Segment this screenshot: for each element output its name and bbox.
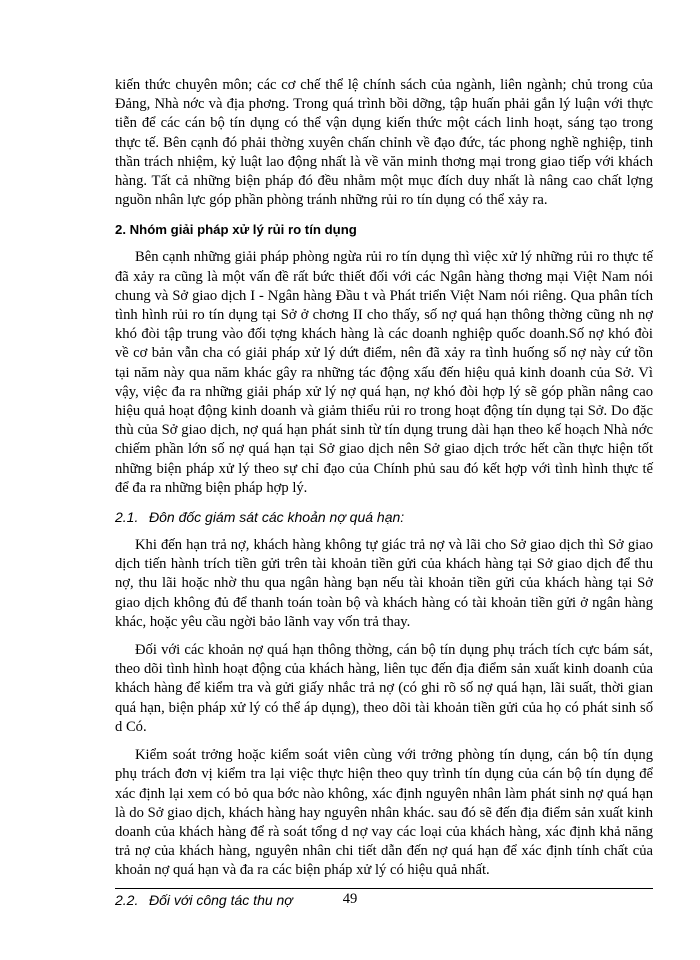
subsection-number: 2.1. [115,509,139,526]
paragraph: Kiểm soát trởng hoặc kiểm soát viên cùng với trởng phòng tín dụng, cán bộ tín dụng phụ trách đơn vị kiểm tra lại việc thực hiện theo quy trình tín dụng của cán bộ tín dụng để xác định lại xem có bỏ qua bớc nào không, xác định nguyên nhân làm phát sinh nợ quá hạn là do Sở giao dịch, khách hàng hay nguyên nhân khác. sau đó sẽ đến địa điểm sản xuất kinh doanh của khách hàng để rà soát tổng d nợ vay các loại của khách hàng, xác định khả năng trả nợ của khách hàng, nguyên nhân chi tiết dẫn đến nợ quá hạn để xác định tính chất của khoản nợ quá hạn và đa ra các biện pháp xử lý có hiệu quả nhất. [115,747,653,879]
paragraph: Khi đến hạn trả nợ, khách hàng không tự giác trả nợ và lãi cho Sở giao dịch thì Sở giao dịch tiến hành trích tiền gửi trên tài khoản tiền gửi của khách hàng tại Sở giao dịch để thu nợ, thu lãi hoặc nhờ thu qua ngân hàng bạn nếu tài khoản tiền gửi của khách hàng tại Sở giao dịch không đủ để thanh toán toàn bộ và khách hàng có tài khoản tiền gửi ở ngân hàng khác, hoặc yêu cầu ngời bảo lãnh vay vốn trả thay. [115,537,653,630]
subsection-heading-2-1 [115,508,653,527]
subsection-number: 2.2. [115,891,139,908]
page-body [115,76,653,919]
subsection-title: Đối với công tác thu nợ [149,891,293,908]
section-heading-2: 2. Nhóm giải pháp xử lý rủi ro tín dụng [115,222,357,238]
subsection-title: Đôn đốc giám sát các khoản nợ quá hạn: [149,509,405,526]
page-number: 49 [342,891,358,907]
paragraph-intro: Bên cạnh những giải pháp phòng ngừa rủi ro tín dụng thì việc xử lý những rủi ro thực tế đã xảy ra cũng là một vấn đề rất bức thiết đối với các Ngân hàng thơng mại Việt Nam nói chung và Sở giao dịch I - Ngân hàng Đầu t và Phát triển Việt Nam nói riêng. Qua phân tích tình hình rủi ro tín dụng tại Sở ở chơng II cho thấy, số nợ quá hạn thông thờng cũng nh nợ khó đòi tập trung vào đối tợng khách hàng là các doanh nghiệp quốc doanh.Số nợ khó đòi về cơ bản vẫn cha có giải pháp xử lý dứt điểm, nên đã xảy ra tình huống số nợ này cứ tồn tại năm này qua năm khác gây ra những tác động xấu đến hiệu quả kinh doanh của Sở. Vì vậy, việc đa ra những giải pháp xử lý nợ quá hạn, nợ khó đòi hợp lý sẽ góp phần nâng cao hiệu quả hoạt động kinh doanh và giảm thiểu rủi ro trong hoạt động tín dụng tại Sở. Do đặc thù của Sở giao dịch, nợ quá hạn phát sinh từ tín dụng trung dài hạn theo kế hoạch Nhà nớc chiếm phần lớn số nợ quá hạn tại Sở giao dịch nên Sở giao dịch trớc hết cần thực hiện tốt những biện pháp xử lý theo sự chỉ đạo của Chính phủ sau đó kết hợp với tình hình thực tế để đa ra những biện pháp hợp lý. [115,249,653,496]
paragraph-continued: kiến thức chuyên môn; các cơ chế thể lệ chính sách của ngành, liên ngành; chủ trong của Đảng, Nhà nớc và địa phơng. Trong quá trình bồi dỡng, tập huấn phải gắn lý luận với thực tiễn để các cán bộ tín dụng có thể vận dụng kiến thức một cách linh hoạt, sáng tạo trong thực tế. Bên cạnh đó phải thờng xuyên chấn chỉnh về đạo đức, tác phong nghề nghiệp, tinh thần trách nhiệm, kỷ luật lao động nhất là về văn minh thơng mại trong giao tiếp với khách hàng. Tất cả những biện pháp đó đều nhằm một mục đích duy nhất là nâng cao chất lợng nguồn nhân lực góp phần phòng tránh những rủi ro tín dụng có thể xảy ra. [115,77,653,209]
footer-divider [115,888,653,889]
paragraph: Đối với các khoản nợ quá hạn thông thờng, cán bộ tín dụng phụ trách tích cực bám sát, theo dõi tình hình hoạt động của khách hàng, liên tục đến địa điểm sản xuất kinh doanh của khách hàng để kiểm tra và gửi giấy nhắc trả nợ (có ghi rõ số nợ quá hạn, lãi suất, thời gian quá hạn, biện pháp xử lý có thể áp dụng), theo dõi tài khoản tiền gửi của họ có phát sinh số d Có. [115,642,653,735]
